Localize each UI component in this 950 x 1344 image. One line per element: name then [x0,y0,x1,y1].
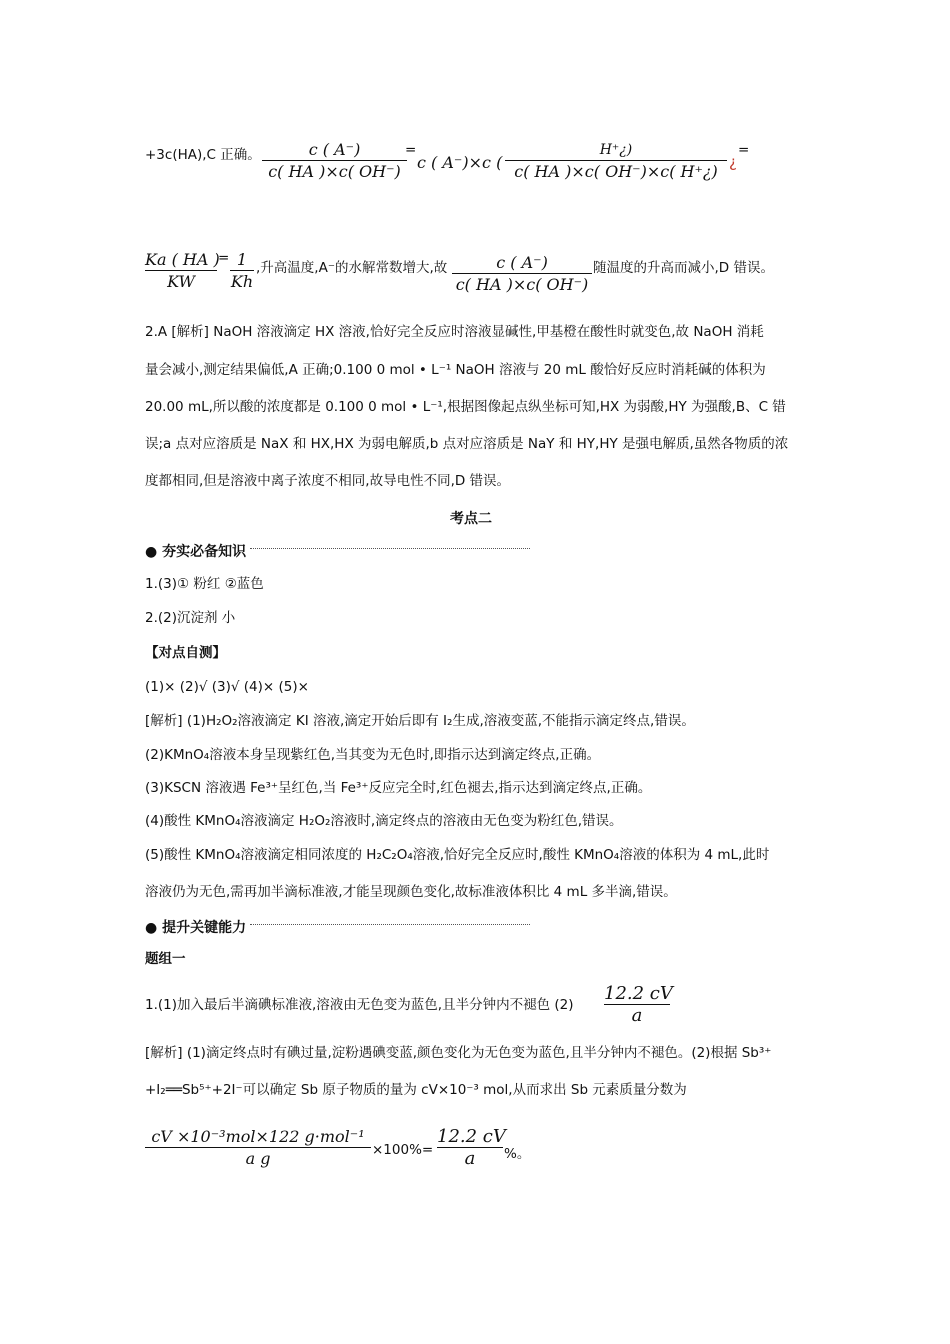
fraction-numerator: c ( A⁻) [308,140,361,159]
top-prefix: +3c(HA),C 正确。 [145,147,261,163]
answer-line: (1)× (2)√ (3)√ (4)× (5)× [145,679,309,695]
group-heading: 题组一 [145,951,186,967]
paragraph-line: 度都相同,但是溶液中离子浓度不相同,故导电性不同,D 错误。 [145,473,511,489]
explanation-line: (3)KSCN 溶液遇 Fe³⁺呈红色,当 Fe³⁺反应完全时,红色褪去,指示达到滴定终点,正确。 [145,780,652,796]
explanation-line: [解析] (1)滴定终点时有碘过量,淀粉遇碘变蓝,颜色变化为无色变为蓝色,且半分钟内不褪色。(2)根据 Sb³⁺ [145,1045,772,1061]
fraction-denominator: c( HA )×c( OH⁻)×c( H⁺¿) [505,160,727,183]
fraction-numerator: 12.2 cV [604,983,673,1004]
fraction-h-over-product [505,140,727,183]
section-title: 考点二 [450,511,492,527]
subsection-heading: 【对点自测】 [145,645,226,661]
answer-line: 2.(2)沉淀剂 小 [145,610,236,626]
fraction-numerator: 1 [236,250,248,269]
dotted-divider [250,924,530,925]
product-expression: c ( A⁻)×c ( [417,153,503,172]
answer-line: 1.(3)① 粉红 ②蓝色 [145,576,264,592]
fraction-answer [604,983,673,1027]
formula-text: %。 [504,1146,531,1162]
fraction-denominator: c( HA )×c( OH⁻) [452,273,592,296]
fraction-denominator: c( HA )×c( OH⁻) [262,160,407,183]
equals-sign: = [405,142,417,158]
fraction-numerator: cV ×10⁻³mol×122 g·mol⁻¹ [151,1127,365,1146]
paragraph-line: 2.A [解析] NaOH 溶液滴定 HX 溶液,恰好完全反应时溶液显碱性,甲基橙在酸性时就变色,故 NaOH 消耗 [145,324,764,340]
paragraph-line: 误;a 点对应溶质是 NaX 和 HX,HX 为弱电解质,b 点对应溶质是 NaY 和 HY,HY 是强电解质,虽然各物质的浓 [145,436,789,452]
fraction-a-over-ha-oh [262,140,407,183]
section-bullet-heading: ● 提升关键能力 [145,920,247,936]
explanation-line: (4)酸性 KMnO₄溶液滴定 H₂O₂溶液时,滴定终点的溶液由无色变为粉红色,错误。 [145,813,623,829]
garbled-glyph: ¿ [729,153,737,171]
paragraph-text: ,升高温度,A⁻的水解常数增大,故 [256,260,448,276]
fraction-numerator: c ( A⁻) [496,253,548,272]
paragraph-text: 随温度的升高而减小,D 错误。 [593,260,774,276]
explanation-line: (2)KMnO₄溶液本身呈现紫红色,当其变为无色时,即指示达到滴定终点,正确。 [145,747,601,763]
fraction-numerator: Ka ( HA ) [145,250,220,269]
fraction-denominator: a g [145,1147,371,1170]
fraction-denominator: a [604,1004,670,1027]
explanation-line: [解析] (1)H₂O₂溶液滴定 KI 溶液,滴定开始后即有 I₂生成,溶液变蓝,不能指示滴定终点,错误。 [145,713,695,729]
paragraph-line: 20.00 mL,所以酸的浓度都是 0.100 0 mol • L⁻¹,根据图像起点纵坐标可知,HX 为弱酸,HY 为强酸,B、C 错 [145,399,786,415]
paragraph-line: 量会减小,测定结果偏低,A 正确;0.100 0 mol • L⁻¹ NaOH 溶液与 20 mL 酸恰好反应时消耗碱的体积为 [145,362,766,378]
fraction-result [437,1126,506,1170]
fraction-denominator: a [437,1147,503,1170]
fraction-numerator: H⁺¿) [599,142,633,158]
fraction-denominator: Kh [230,272,254,291]
fraction-a-over-ha-oh [452,253,592,296]
formula-text: ×100%= [372,1142,434,1158]
fraction-one-over-kh [230,250,254,293]
fraction-numerator: 12.2 cV [437,1126,506,1147]
dotted-divider [250,548,530,549]
equals-sign: = [218,250,230,266]
answer-line: 1.(1)加入最后半滴碘标准液,溶液由无色变为蓝色,且半分钟内不褪色 (2) [145,997,574,1013]
fraction-denominator: KW [145,270,217,293]
explanation-line: 溶液仍为无色,需再加半滴标准液,才能呈现颜色变化,故标准液体积比 4 mL 多半滴,错误。 [145,884,677,900]
equals-sign: = [738,142,750,158]
explanation-line: (5)酸性 KMnO₄溶液滴定相同浓度的 H₂C₂O₄溶液,恰好完全反应时,酸性 KMnO₄溶液的体积为 4 mL,此时 [145,847,770,863]
section-bullet-heading: ● 夯实必备知识 [145,544,247,560]
fraction-mass-percent [145,1127,371,1170]
fraction-ka-over-kw [145,250,220,293]
explanation-line: +I₂══Sb⁵⁺+2I⁻可以确定 Sb 原子物质的量为 cV×10⁻³ mol,从而求出 Sb 元素质量分数为 [145,1082,687,1098]
